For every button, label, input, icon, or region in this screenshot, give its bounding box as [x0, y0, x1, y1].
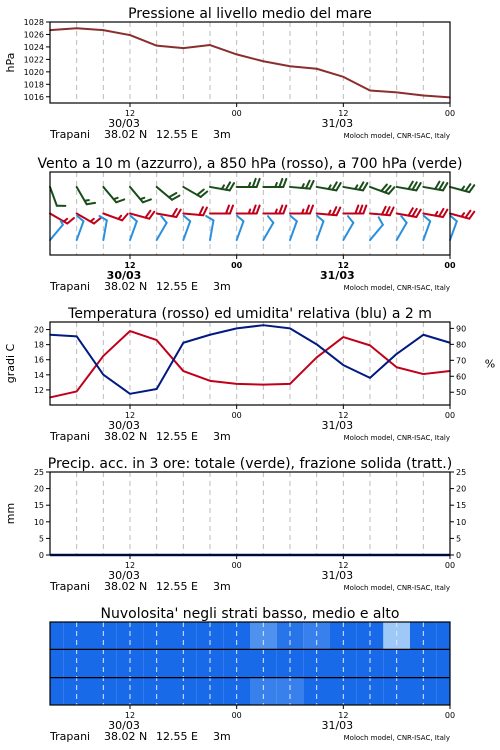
barb-shaft: [423, 221, 430, 240]
x-axis: [108, 103, 455, 130]
x-tick-label: 00: [444, 261, 456, 270]
plot-frame: [50, 472, 450, 555]
y-tick-label: 1018: [23, 80, 44, 90]
y-tick-label: 90: [456, 324, 467, 334]
barb-feather: [122, 213, 128, 222]
barb-shaft: [397, 223, 407, 240]
data-point: [343, 76, 345, 78]
barb-feather: [226, 206, 229, 214]
location-elev: 3m: [213, 580, 231, 593]
y-tick-label: 0: [456, 551, 462, 560]
location-place: Trapani: [50, 128, 91, 141]
location-footer: [49, 128, 450, 141]
y-tick-label: 80: [456, 340, 467, 350]
y-tick-label: 10: [456, 517, 467, 527]
barb-feather: [400, 216, 408, 223]
wind-barb: [183, 206, 207, 216]
x-tick-label: 12: [337, 261, 349, 270]
model-credit: Moloch model, CNR-ISAC, Italy: [343, 284, 450, 292]
barb-shaft: [370, 225, 383, 240]
y-axis-right: [450, 324, 466, 397]
y-tick-label: 0: [38, 551, 44, 560]
barb-half-feather: [275, 183, 277, 187]
y-tick-label: 14: [33, 370, 44, 380]
y-tick-label: 5: [456, 534, 462, 544]
cloud-cell: [250, 678, 277, 705]
x-gridlines: [77, 472, 424, 555]
wind-barb: [157, 206, 181, 218]
barb-feather: [423, 216, 432, 222]
wind-barb: [256, 216, 274, 240]
cloud-cell: [170, 678, 197, 705]
y-axis-right: [450, 468, 466, 560]
y-tick-label: 60: [456, 372, 467, 382]
barb-feather: [57, 203, 66, 209]
y-tick-label: 18: [33, 340, 44, 350]
y-axis: [34, 326, 50, 395]
location-place: Trapani: [50, 280, 91, 293]
date-label: 30/03: [108, 569, 140, 582]
barb-shaft: [183, 221, 190, 240]
panel-pressure: [4, 6, 455, 141]
y-tick-label: 1022: [23, 55, 44, 65]
data-point: [396, 92, 398, 94]
wind-barb: [157, 181, 180, 202]
wind-barb: [103, 182, 124, 205]
barb-feather: [257, 179, 260, 187]
panel-title: Precip. acc. in 3 ore: totale (verde), frazione solida (tratt.): [47, 456, 453, 472]
x-tick-label: 12: [124, 109, 136, 118]
data-point: [129, 393, 131, 395]
data-point: [423, 95, 425, 97]
wind-barb: [423, 206, 447, 218]
x-axis: [107, 255, 456, 282]
location-lat: 38.02 N: [104, 730, 148, 743]
x-tick-label: 00: [444, 561, 456, 570]
x-tick-label: 12: [338, 109, 349, 118]
data-point: [103, 374, 105, 376]
cloud-cell: [277, 678, 304, 705]
panel-wind: [37, 156, 474, 293]
cloud-cell: [50, 678, 63, 705]
data-point: [343, 364, 345, 366]
location-place: Trapani: [50, 580, 91, 593]
data-point: [209, 334, 211, 336]
temperature-line: [50, 331, 450, 397]
pressure-line-points: [49, 27, 451, 98]
date-label: 31/03: [320, 269, 355, 282]
barb-feather: [289, 216, 298, 222]
barb-feather: [363, 206, 366, 214]
data-point: [289, 383, 291, 385]
date-label: 31/03: [321, 569, 354, 582]
y-axis-label-right: %: [484, 357, 496, 371]
barb-shaft: [237, 221, 244, 240]
barb-feather: [266, 216, 274, 223]
data-point: [209, 44, 211, 46]
barb-feather: [306, 180, 310, 188]
data-point: [209, 380, 211, 382]
y-tick-label: 16: [33, 355, 44, 365]
data-point: [129, 34, 131, 36]
wind-barb: [290, 179, 314, 189]
y-axis: [34, 468, 50, 560]
wind-barb: [343, 179, 367, 191]
data-point: [263, 324, 265, 326]
x-tick-label: 00: [231, 261, 243, 270]
wind-barb: [390, 216, 408, 240]
cloud-cell: [383, 678, 410, 705]
y-tick-label: 25: [33, 468, 44, 477]
model-credit: Moloch model, CNR-ISAC, Italy: [343, 434, 450, 442]
x-tick-label: 12: [124, 711, 136, 720]
panel-title: Vento a 10 m (azzurro), a 850 hPa (rosso), a 700 hPa (verde): [37, 156, 463, 172]
cloud-cell: [303, 678, 330, 705]
barb-shaft: [343, 223, 353, 240]
date-label: 31/03: [321, 719, 354, 732]
x-tick-label: 00: [231, 711, 242, 720]
barb-feather: [199, 207, 203, 215]
barb-shaft: [50, 225, 63, 240]
y-axis-label: hPa: [4, 52, 17, 73]
location-lon: 12.55 E: [156, 280, 198, 293]
barb-feather: [377, 217, 385, 224]
barb-half-feather: [85, 199, 89, 202]
x-tick-label: 00: [231, 561, 242, 570]
x-tick-label: 12: [338, 711, 349, 720]
barb-feather: [359, 206, 362, 214]
barb-feather: [310, 181, 314, 189]
wind-barb: [130, 182, 151, 205]
barb-half-feather: [140, 197, 144, 201]
panel-clouds: [49, 606, 455, 743]
data-point: [103, 29, 105, 31]
y-tick-label: 1016: [23, 92, 44, 102]
barb-half-feather: [114, 197, 118, 201]
barb-feather: [306, 206, 309, 214]
model-credit: Moloch model, CNR-ISAC, Italy: [343, 734, 450, 742]
barb-shaft: [450, 221, 457, 240]
y-tick-label: 12: [33, 385, 44, 395]
location-place: Trapani: [50, 430, 91, 443]
barb-half-feather: [275, 210, 277, 214]
wind-barbs-level-0: [50, 179, 474, 209]
wind-barb: [77, 183, 95, 207]
barb-half-feather: [302, 210, 304, 214]
barb-feather: [355, 206, 358, 214]
panel-title: Nuvolosita' negli strati basso, medio e alto: [100, 606, 400, 622]
data-point: [369, 90, 371, 92]
cloud-cell: [197, 678, 224, 705]
barb-feather: [386, 207, 390, 215]
date-label: 30/03: [108, 117, 140, 130]
barb-feather: [279, 206, 282, 214]
wind-barb: [364, 217, 385, 240]
panel-title: Pressione al livello medio del mare: [128, 6, 372, 22]
x-tick-label: 00: [444, 109, 456, 118]
data-point: [76, 27, 78, 29]
plot-frame: [50, 22, 450, 103]
cloud-cell: [63, 678, 90, 705]
location-elev: 3m: [213, 280, 231, 293]
y-axis-label: mm: [4, 502, 17, 525]
cloud-cell: [223, 678, 250, 705]
data-point: [183, 370, 185, 372]
barb-feather: [129, 216, 138, 222]
location-elev: 3m: [213, 128, 231, 141]
x-tick-label: 00: [444, 411, 456, 420]
wind-barb: [237, 206, 260, 214]
barb-feather: [390, 207, 394, 215]
x-tick-label: 12: [124, 261, 136, 270]
temperature-line-points: [49, 330, 451, 398]
wind-barb: [263, 179, 286, 187]
date-label: 31/03: [321, 419, 354, 432]
wind-barb: [317, 206, 341, 216]
data-point: [236, 383, 238, 385]
barb-feather: [253, 179, 256, 187]
panel-temp_humidity: [4, 306, 495, 443]
data-point: [156, 388, 158, 390]
location-lat: 38.02 N: [104, 430, 148, 443]
cloud-cell: [437, 649, 450, 677]
y-tick-label: 1020: [23, 67, 44, 77]
data-point: [369, 345, 371, 347]
barb-feather: [382, 207, 386, 215]
cloud-cell: [437, 678, 450, 705]
wind-barb: [343, 206, 366, 214]
barb-shaft: [317, 221, 324, 240]
barb-shaft: [50, 187, 57, 206]
y-tick-label: 15: [33, 501, 44, 511]
cloud-cell: [437, 622, 450, 649]
wind-barb: [183, 180, 207, 198]
wind-barb: [397, 179, 421, 191]
y-tick-label: 25: [456, 468, 467, 477]
data-point: [316, 68, 318, 70]
location-footer: [49, 430, 450, 443]
cloud-cell: [50, 622, 63, 649]
barb-half-feather: [249, 210, 251, 214]
y-tick-label: 10: [33, 517, 44, 527]
location-lon: 12.55 E: [156, 430, 198, 443]
pressure-line: [50, 28, 450, 97]
x-tick-label: 12: [338, 561, 349, 570]
x-axis: [108, 705, 455, 732]
barb-half-feather: [249, 183, 251, 187]
barb-feather: [333, 207, 337, 215]
y-tick-label: 70: [456, 356, 467, 366]
wind-barb: [210, 206, 233, 214]
location-lat: 38.02 N: [104, 280, 148, 293]
data-point: [76, 336, 78, 338]
barb-shaft: [263, 223, 273, 240]
cloud-cell: [117, 678, 144, 705]
location-lat: 38.02 N: [104, 128, 148, 141]
wind-barb: [450, 179, 474, 193]
data-point: [183, 342, 185, 344]
x-tick-label: 00: [444, 711, 456, 720]
location-elev: 3m: [213, 730, 231, 743]
data-point: [263, 384, 265, 386]
barb-feather: [337, 207, 341, 215]
y-tick-label: 20: [456, 484, 467, 494]
location-lon: 12.55 E: [156, 128, 198, 141]
location-footer: [49, 280, 450, 293]
location-footer: [49, 730, 450, 743]
y-tick-label: 20: [33, 484, 44, 494]
data-point: [423, 334, 425, 336]
barb-shaft: [290, 221, 297, 240]
x-tick-label: 12: [124, 561, 136, 570]
location-lon: 12.55 E: [156, 580, 198, 593]
data-point: [423, 373, 425, 375]
data-point: [316, 357, 318, 359]
barb-feather: [253, 206, 256, 214]
barb-feather: [310, 206, 313, 214]
date-label: 30/03: [108, 419, 140, 432]
wind-barb: [423, 179, 447, 191]
barb-feather: [346, 216, 354, 223]
location-place: Trapani: [50, 730, 91, 743]
data-point: [236, 328, 238, 330]
barb-feather: [160, 216, 168, 223]
y-tick-label: 1026: [23, 30, 44, 40]
data-point: [156, 339, 158, 341]
y-tick-label: 20: [33, 325, 44, 335]
location-lon: 12.55 E: [156, 730, 198, 743]
barb-shaft: [77, 221, 84, 240]
cloud-cell: [330, 678, 357, 705]
data-point: [316, 344, 318, 346]
x-tick-label: 12: [338, 411, 349, 420]
data-point: [263, 60, 265, 62]
data-point: [343, 336, 345, 338]
y-tick-label: 1028: [23, 18, 44, 27]
model-credit: Moloch model, CNR-ISAC, Italy: [343, 584, 450, 592]
date-label: 31/03: [321, 117, 354, 130]
wind-barb: [237, 179, 260, 187]
wind-barb: [336, 216, 354, 240]
location-footer: [49, 580, 450, 593]
wind-barb: [397, 206, 421, 218]
cloud-cell: [410, 678, 437, 705]
barb-feather: [230, 206, 233, 214]
barb-shaft: [210, 220, 213, 240]
barb-feather: [316, 216, 325, 222]
location-lat: 38.02 N: [104, 580, 148, 593]
data-point: [396, 353, 398, 355]
model-credit: Moloch model, CNR-ISAC, Italy: [343, 132, 450, 140]
data-point: [129, 330, 131, 332]
panel-precip: [4, 456, 466, 593]
barb-feather: [283, 206, 286, 214]
x-tick-label: 12: [124, 411, 136, 420]
data-point: [156, 45, 158, 47]
cloud-cell: [50, 649, 63, 677]
data-point: [289, 65, 291, 67]
barb-shaft: [103, 220, 106, 240]
barb-feather: [283, 179, 286, 187]
wind-barb: [263, 206, 286, 214]
plot-frame: [50, 322, 450, 405]
wind-barb: [103, 206, 127, 221]
barb-feather: [203, 207, 207, 215]
y-tick-label: 5: [38, 534, 44, 544]
barb-feather: [94, 217, 101, 225]
barb-shaft: [130, 221, 137, 240]
date-label: 30/03: [106, 269, 142, 282]
y-tick-label: 50: [456, 388, 467, 398]
wind-barb: [370, 206, 394, 216]
y-tick-label: 15: [456, 501, 467, 511]
y-tick-label: 1024: [23, 42, 44, 52]
barb-feather: [449, 216, 458, 222]
wind-barb: [210, 179, 234, 191]
wind-barb: [370, 179, 394, 194]
barb-shaft: [157, 223, 167, 240]
wind-barb: [77, 207, 101, 225]
data-point: [396, 366, 398, 368]
x-tick-label: 00: [231, 109, 242, 118]
y-axis-label: gradi C: [4, 343, 17, 384]
wind-barbs-level-1: [50, 206, 474, 226]
barb-feather: [67, 217, 74, 225]
cloud-cell: [357, 678, 384, 705]
wind-barb: [50, 184, 65, 208]
wind-barb: [202, 216, 214, 240]
barb-feather: [257, 206, 260, 214]
x-tick-label: 00: [231, 411, 242, 420]
wind-barb: [317, 179, 341, 191]
data-point: [183, 47, 185, 49]
data-point: [369, 377, 371, 379]
date-label: 30/03: [108, 719, 140, 732]
cloud-cell: [90, 678, 117, 705]
cloud-cell: [143, 678, 170, 705]
cloud-cells: [50, 622, 450, 705]
data-point: [103, 355, 105, 357]
barb-feather: [236, 216, 245, 222]
barb-feather: [279, 179, 282, 187]
location-elev: 3m: [213, 430, 231, 443]
x-axis: [108, 555, 455, 582]
panel-title: Temperatura (rosso) ed umidita' relativa (blu) a 2 m: [68, 306, 432, 322]
data-point: [289, 328, 291, 330]
barb-feather: [183, 216, 192, 222]
y-axis: [24, 18, 50, 102]
data-point: [76, 391, 78, 393]
wind-barb: [150, 216, 168, 240]
wind-barb: [290, 206, 313, 214]
x-axis: [108, 405, 455, 432]
data-point: [236, 54, 238, 56]
